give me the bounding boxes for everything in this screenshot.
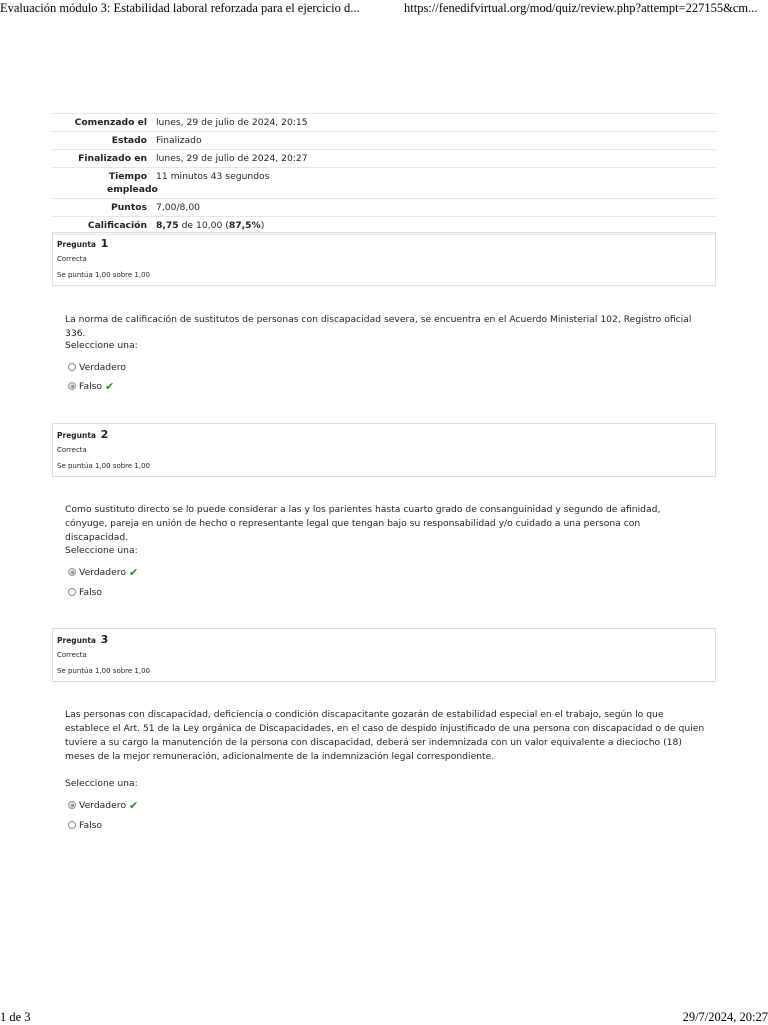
- question-grade: Se puntúa 1,00 sobre 1,00: [57, 462, 151, 470]
- question-state: Correcta: [57, 255, 87, 263]
- summary-label: Puntos: [111, 202, 147, 213]
- summary-value: lunes, 29 de julio de 2024, 20:15: [156, 117, 308, 128]
- grade-close: ): [260, 220, 265, 231]
- answer-option-label: Falso: [79, 380, 103, 392]
- question-prefix: Pregunta: [57, 240, 96, 249]
- question-text-1: La norma de calificación de sustitutos de personas con discapacidad severa, se encuentra en el Acuerdo Ministerial 102, Registro oficial 336.: [65, 314, 692, 339]
- answer-option[interactable]: [68, 565, 138, 579]
- radio-button-selected[interactable]: [68, 801, 76, 809]
- summary-label: Finalizado en: [78, 153, 147, 164]
- summary-label: Estado: [111, 135, 147, 146]
- summary-row-finished: [52, 149, 716, 167]
- answer-option[interactable]: [68, 379, 114, 393]
- radio-button[interactable]: [68, 588, 76, 596]
- answer-option[interactable]: [68, 360, 126, 374]
- radio-button[interactable]: [68, 363, 76, 371]
- grade-out-of: de 10,00 (: [178, 220, 229, 231]
- page-count: 1 de 3: [0, 1010, 31, 1024]
- radio-button[interactable]: [68, 821, 76, 829]
- answer-option-label: Verdadero: [79, 799, 126, 811]
- summary-value: Finalizado: [156, 135, 202, 146]
- print-header-title: Evaluación módulo 3: Estabilidad laboral reforzada para el ejercicio d...: [0, 1, 360, 15]
- summary-row-time-taken: [52, 167, 716, 198]
- print-timestamp: 29/7/2024, 20:27: [682, 1010, 768, 1024]
- question-state: Correcta: [57, 651, 87, 659]
- question-info-1: [52, 232, 716, 286]
- summary-value: 7,00/8,00: [156, 202, 201, 213]
- summary-row-state: [52, 131, 716, 149]
- attempt-summary-table: [52, 113, 716, 235]
- answer-option-label: Verdadero: [79, 361, 126, 373]
- question-grade: Se puntúa 1,00 sobre 1,00: [57, 667, 151, 675]
- summary-label: Comenzado el: [74, 117, 147, 128]
- question-text-3: Las personas con discapacidad, deficiencia o condición discapacitante gozarán de estabilidad especial en el trabajo, según lo que establece el Art. 51 de la Ley orgánica de Discapacidades, en el caso de despido injustificado de una persona con discapacidad o de quien tuviere a su cargo la manutención de la persona con discapacidad, deberá ser indemnizada con un valor equivalente a dieciocho (18) meses de la mejor remuneración, adicionalmente de la indemnización legal correspondiente.: [65, 709, 705, 762]
- correct-check-icon: ✔: [128, 565, 139, 579]
- grade-score: 8,75: [156, 220, 179, 231]
- print-header: [0, 0, 768, 18]
- question-info-2: [52, 423, 716, 477]
- question-num: 3: [100, 633, 109, 646]
- answer-prompt: Seleccione una:: [65, 340, 138, 351]
- answer-option-label: Falso: [79, 819, 103, 831]
- print-header-url[interactable]: https://fenedifvirtual.org/mod/quiz/review.php?attempt=227155&cm...: [404, 1, 758, 15]
- question-state: Correcta: [57, 446, 87, 454]
- print-footer: [0, 1010, 768, 1024]
- question-number: [57, 428, 108, 441]
- answer-option-label: Verdadero: [79, 566, 126, 578]
- question-prefix: Pregunta: [57, 636, 96, 645]
- question-num: 2: [100, 428, 109, 441]
- answer-option[interactable]: [68, 798, 138, 812]
- grade-percent: 87,5%: [228, 220, 261, 231]
- answer-prompt: Seleccione una:: [65, 778, 138, 789]
- summary-label: Tiempo empleado: [107, 171, 158, 195]
- summary-label: Calificación: [87, 220, 147, 231]
- summary-value: 11 minutos 43 segundos: [156, 171, 270, 182]
- radio-button-selected[interactable]: [68, 382, 76, 390]
- question-number: [57, 237, 108, 250]
- question-grade: Se puntúa 1,00 sobre 1,00: [57, 271, 151, 279]
- answer-prompt: Seleccione una:: [65, 545, 138, 556]
- radio-button-selected[interactable]: [68, 568, 76, 576]
- summary-row-points: [52, 198, 716, 216]
- question-num: 1: [100, 237, 109, 250]
- question-number: [57, 633, 108, 646]
- correct-check-icon: ✔: [105, 379, 115, 393]
- answer-option[interactable]: [68, 585, 102, 599]
- correct-check-icon: ✔: [128, 798, 139, 812]
- question-info-3: [52, 628, 716, 682]
- question-prefix: Pregunta: [57, 431, 96, 440]
- answer-option-label: Falso: [79, 586, 103, 598]
- summary-row-started: [52, 113, 716, 131]
- question-text-2: Como sustituto directo se lo puede considerar a las y los parientes hasta cuarto grado de consanguinidad y segundo de afinidad, cónyuge, pareja en unión de hecho o representante legal que tengan bajo su responsabilidad y/o cuidado a una persona con discapacidad.: [65, 504, 661, 543]
- answer-option[interactable]: [68, 818, 102, 832]
- summary-value: lunes, 29 de julio de 2024, 20:27: [156, 153, 308, 164]
